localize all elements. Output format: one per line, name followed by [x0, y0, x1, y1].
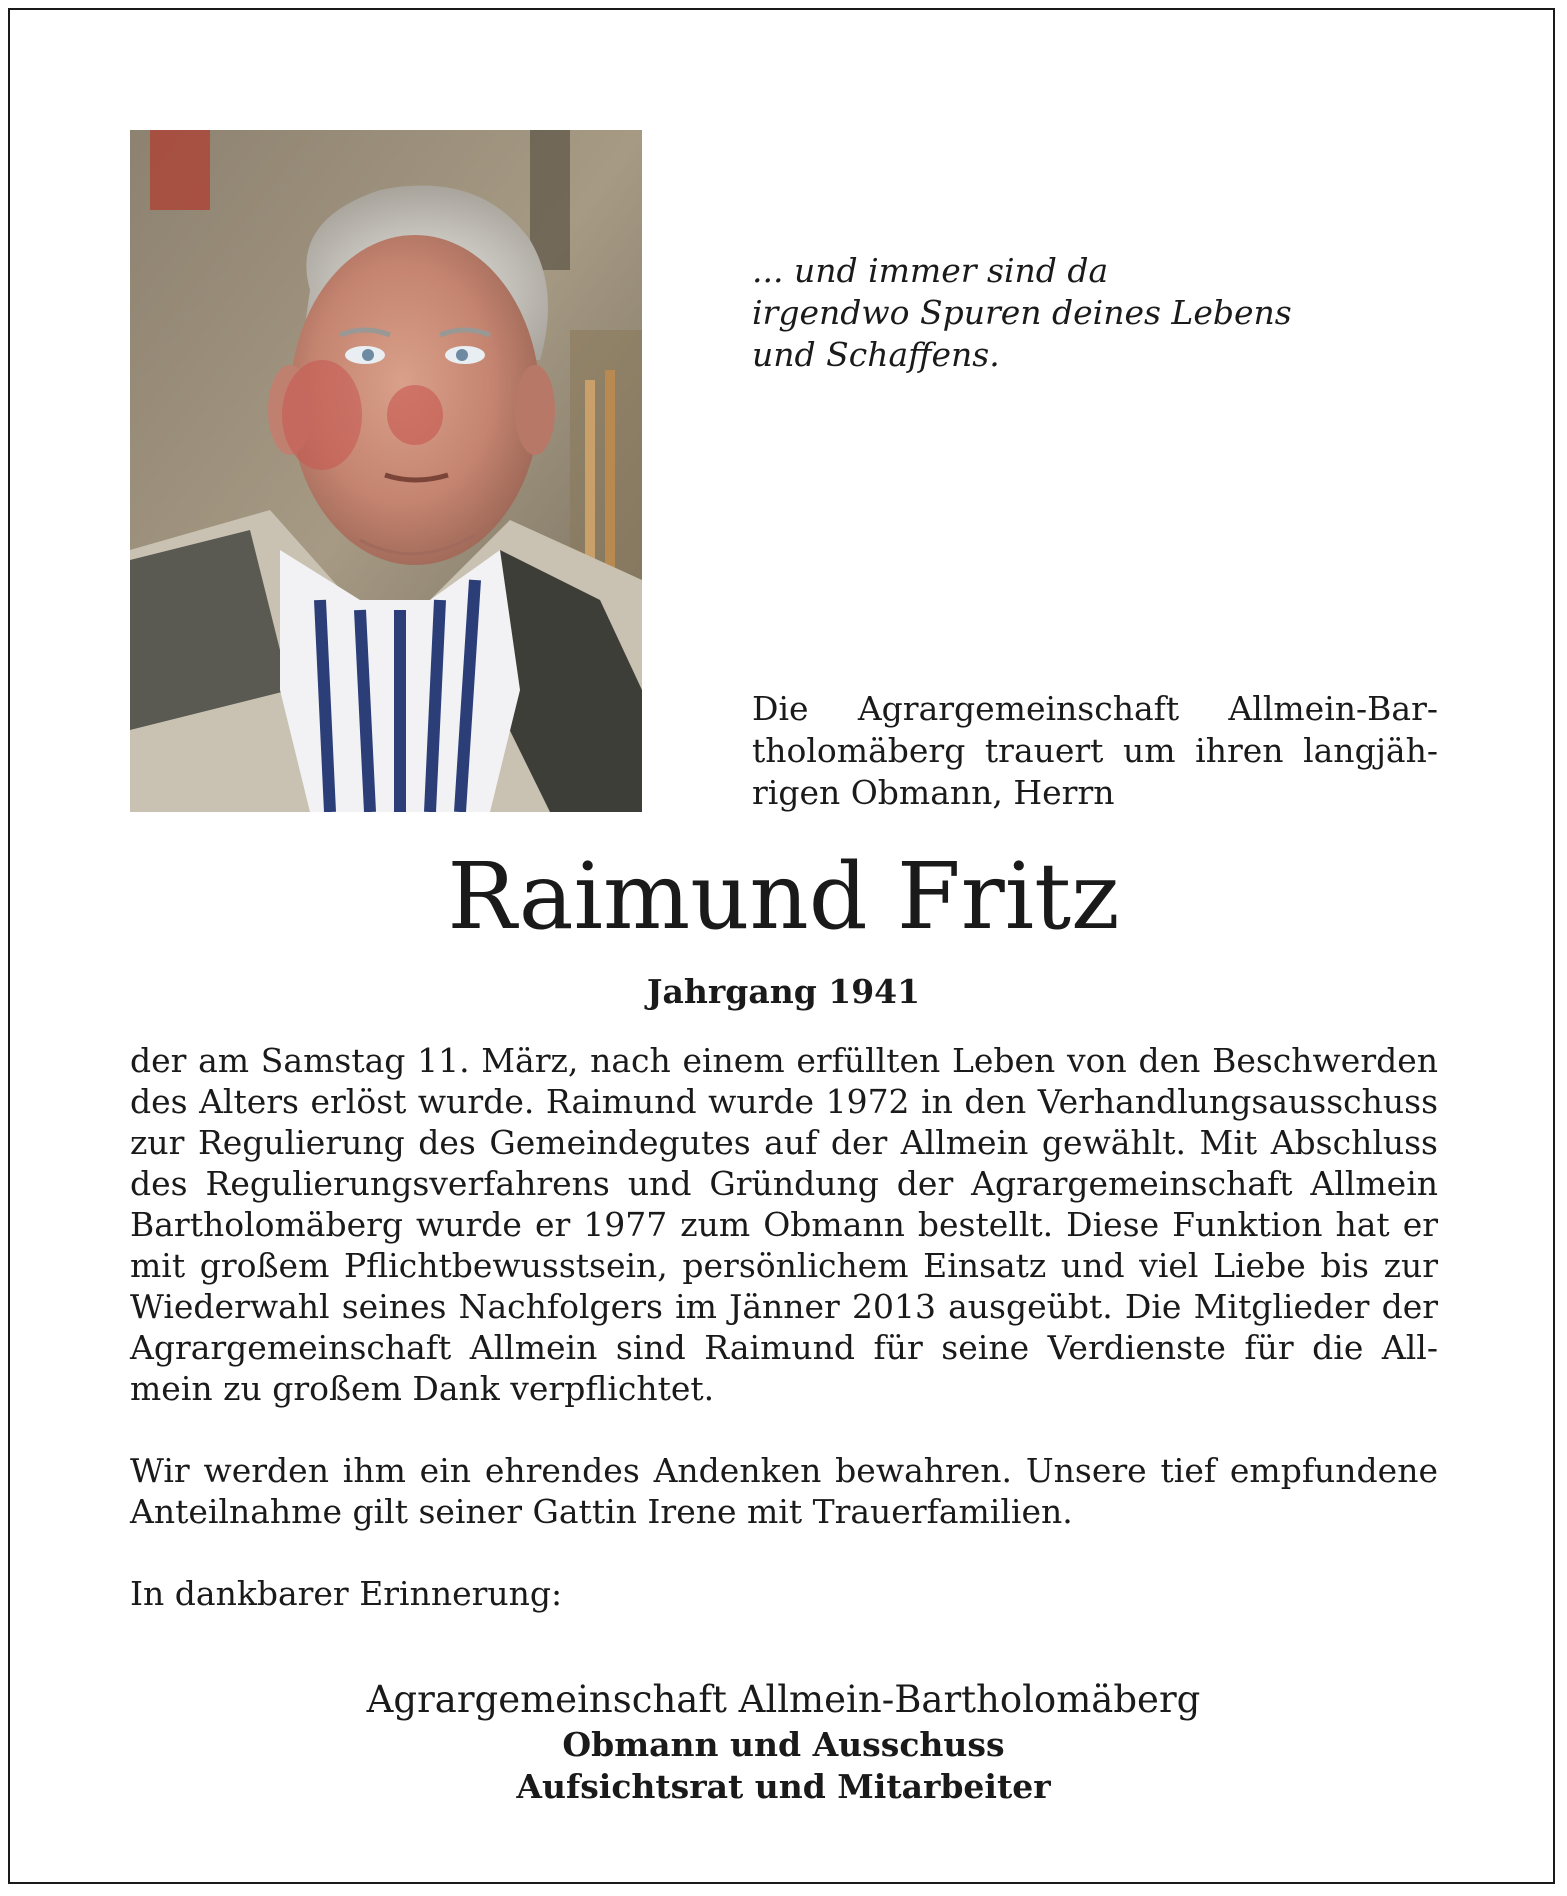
motto-line: irgendwo Spuren deines Lebens [752, 293, 1292, 332]
closing-line: In dankbarer Erinnerung: [130, 1574, 563, 1613]
deceased-name: Raimund Fritz [447, 843, 1120, 950]
body-line: Wiederwahl seines Nachfolgers im Jänner 2013 ausgeübt. Die Mitglieder der [130, 1287, 1438, 1326]
body-line: Anteilnahme gilt seiner Gattin Irene mit Trauerfamilien. [130, 1492, 1073, 1531]
intro-line: rigen Obmann, Herrn [752, 773, 1115, 812]
paragraph-2 [130, 1450, 1438, 1532]
birth-year: Jahrgang 1941 [646, 972, 921, 1011]
motto-quote [752, 250, 1292, 376]
motto-line: ... und immer sind da [752, 251, 1109, 290]
signature-block [0, 1676, 1567, 1808]
signature-organization: Agrargemeinschaft Allmein-Bartholomäberg [366, 1678, 1201, 1721]
body-line: des Alters erlöst wurde. Raimund wurde 1972 in den Verhandlungsausschuss [130, 1082, 1438, 1121]
intro-text [752, 688, 1438, 814]
body-line: des Regulierungsverfahrens und Gründung der Agrargemeinschaft Allmein [130, 1164, 1438, 1203]
obituary-body [130, 1040, 1438, 1614]
intro-line: Die Agrargemeinschaft Allmein-Bar- [752, 689, 1438, 728]
body-line: der am Samstag 11. März, nach einem erfüllten Leben von den Beschwerden [130, 1041, 1438, 1080]
portrait-illustration [130, 130, 642, 812]
portrait-photo [130, 130, 642, 812]
body-line: mein zu großem Dank verpflichtet. [130, 1369, 715, 1408]
body-line: Agrargemeinschaft Allmein sind Raimund für seine Verdienste für die All- [130, 1328, 1438, 1367]
motto-line: und Schaffens. [752, 335, 1000, 374]
body-line: mit großem Pflichtbewusstsein, persönlichem Einsatz und viel Liebe bis zur [130, 1246, 1438, 1285]
intro-line: tholomäberg trauert um ihren langjäh- [752, 731, 1438, 770]
body-line: zur Regulierung des Gemeindegutes auf der Allmein gewählt. Mit Abschluss [130, 1123, 1438, 1162]
paragraph-1 [130, 1040, 1438, 1409]
signature-role-2: Aufsichtsrat und Mitarbeiter [516, 1767, 1051, 1806]
body-line: Wir werden ihm ein ehrendes Andenken bewahren. Unsere tief empfundene [130, 1451, 1438, 1490]
signature-role-1: Obmann und Ausschuss [562, 1725, 1005, 1764]
body-line: Bartholomäberg wurde er 1977 zum Obmann bestellt. Diese Funktion hat er [130, 1205, 1438, 1244]
